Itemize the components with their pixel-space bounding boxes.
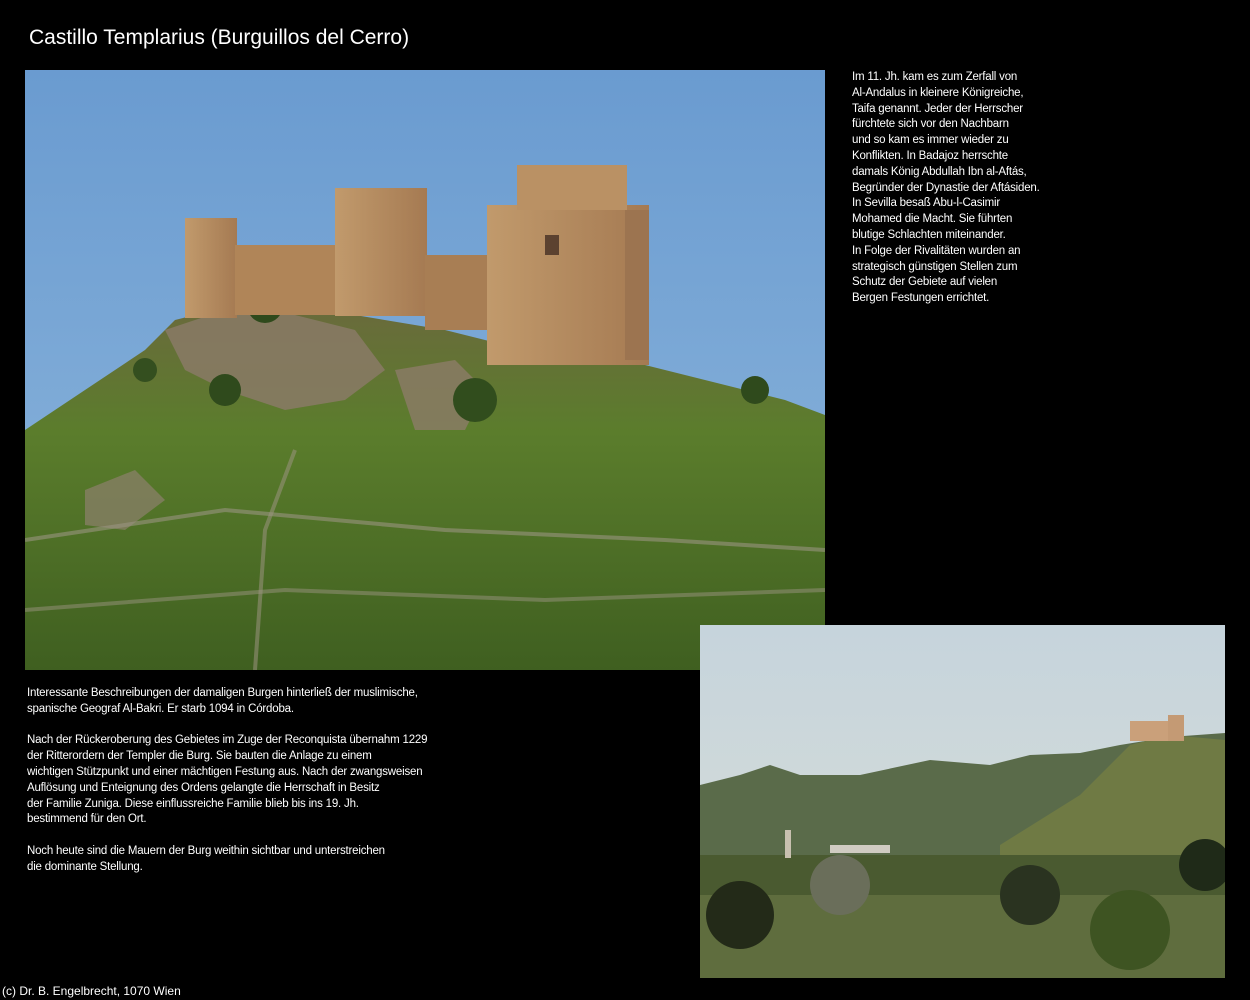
sidebar-text-line: fürchtete sich vor den Nachbarn	[852, 118, 1009, 131]
sidebar-text-line: Konflikten. In Badajoz herrschte	[852, 149, 1008, 162]
sidebar-text-line: Begründer der Dynastie der Aftásiden.	[852, 181, 1040, 194]
caption-paragraph: Nach der Rückeroberung des Gebietes im Zuge der Reconquista übernahm 1229 der Ritterordern der Templer die Burg. Sie bauten die Anlage zu einem wichtigen Stützpunkt und einer mächtigen Festung aus. Nach der zwangsweisen Auflösung und Enteignung des Ordens gelangte die Herrschaft in Besitz der Familie Zuniga. Diese einflussreiche Familie blieb bis ins 19. Jh. bestimmend für den Ort.	[27, 734, 428, 826]
caption-paragraph: Noch heute sind die Mauern der Burg weithin sichtbar und unterstreichen die dominante Stellung.	[27, 844, 385, 873]
sidebar-text-line: Al-Andalus in kleinere Königreiche,	[852, 86, 1024, 99]
sidebar-text-line: damals König Abdullah Ibn al-Aftás,	[852, 165, 1027, 178]
caption-history-text	[27, 686, 477, 876]
sidebar-text-line: In Folge der Rivalitäten wurden an	[852, 244, 1021, 257]
sidebar-text-line: Bergen Festungen errichtet.	[852, 292, 990, 305]
sidebar-text-line: Mohamed die Macht. Sie führten	[852, 213, 1013, 226]
landscape-photo	[700, 625, 1225, 978]
sidebar-text-line: strategisch günstigen Stellen zum	[852, 260, 1018, 273]
sidebar-text-line: blutige Schlachten miteinander.	[852, 228, 1006, 241]
copyright-footer: (c) Dr. B. Engelbrecht, 1070 Wien	[2, 984, 181, 998]
sidebar-text-line: Im 11. Jh. kam es zum Zerfall von	[852, 71, 1018, 83]
sidebar-text-line: Schutz der Gebiete auf vielen	[852, 276, 998, 289]
sidebar-history-text	[852, 70, 1082, 307]
sidebar-text-line: und so kam es immer wieder zu	[852, 134, 1009, 147]
sidebar-text-line: Taifa genannt. Jeder der Herrscher	[852, 102, 1023, 115]
caption-paragraph: Interessante Beschreibungen der damaligen Burgen hinterließ der muslimische, spanische Geograf Al-Bakri. Er starb 1094 in Córdoba.	[27, 687, 418, 715]
sidebar-text-line: In Sevilla besaß Abu-l-Casimir	[852, 197, 1001, 210]
castle-hilltop-photo	[25, 70, 825, 670]
page-title: Castillo Templarius (Burguillos del Cerro)	[29, 26, 410, 49]
